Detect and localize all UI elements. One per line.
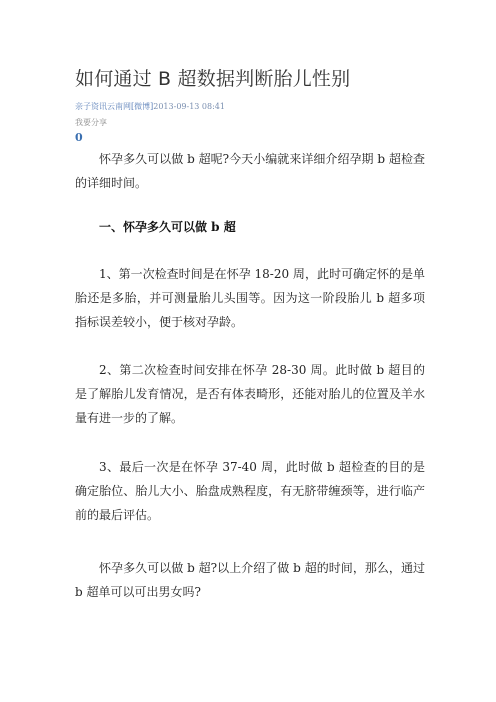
intro-paragraph: 怀孕多久可以做 b 超呢?今天小编就来详细介绍孕期 b 超检查的详细时间。 [75, 152, 425, 190]
share-link[interactable]: 我要分享 [75, 118, 107, 127]
paragraph-4: 怀孕多久可以做 b 超?以上介绍了做 b 超的时间，那么，通过 b 超单可以可出男女吗? [75, 561, 425, 599]
article-title: 如何通过 B 超数据判断胎儿性别 [75, 68, 351, 90]
paragraph-2: 2、第二次检查时间安排在怀孕 28-30 周。此时做 b 超目的是了解胎儿发育情况，是否有体表畸形，还能对胎儿的位置及羊水量有进一步的了解。 [75, 363, 425, 425]
share-count: 0 [75, 131, 83, 144]
paragraph-3: 3、最后一次是在怀孕 37-40 周，此时做 b 超检查的目的是确定胎位、胎儿大小、胎盘成熟程度，有无脐带缠颈等，进行临产前的最后评估。 [75, 460, 425, 522]
source-link[interactable]: 亲子资讯云南网[微博] [75, 102, 154, 111]
publish-datetime: 2013-09-13 08:41 [153, 102, 225, 111]
paragraph-1: 1、第一次检查时间是在怀孕 18-20 周，此时可确定怀的是单胎还是多胎，并可测量胎儿头围等。因为这一阶段胎儿 b 超多项指标误差较小，便于核对孕龄。 [75, 267, 425, 329]
section-heading: 一、怀孕多久可以做 b 超 [99, 220, 236, 234]
article-meta [75, 101, 225, 112]
